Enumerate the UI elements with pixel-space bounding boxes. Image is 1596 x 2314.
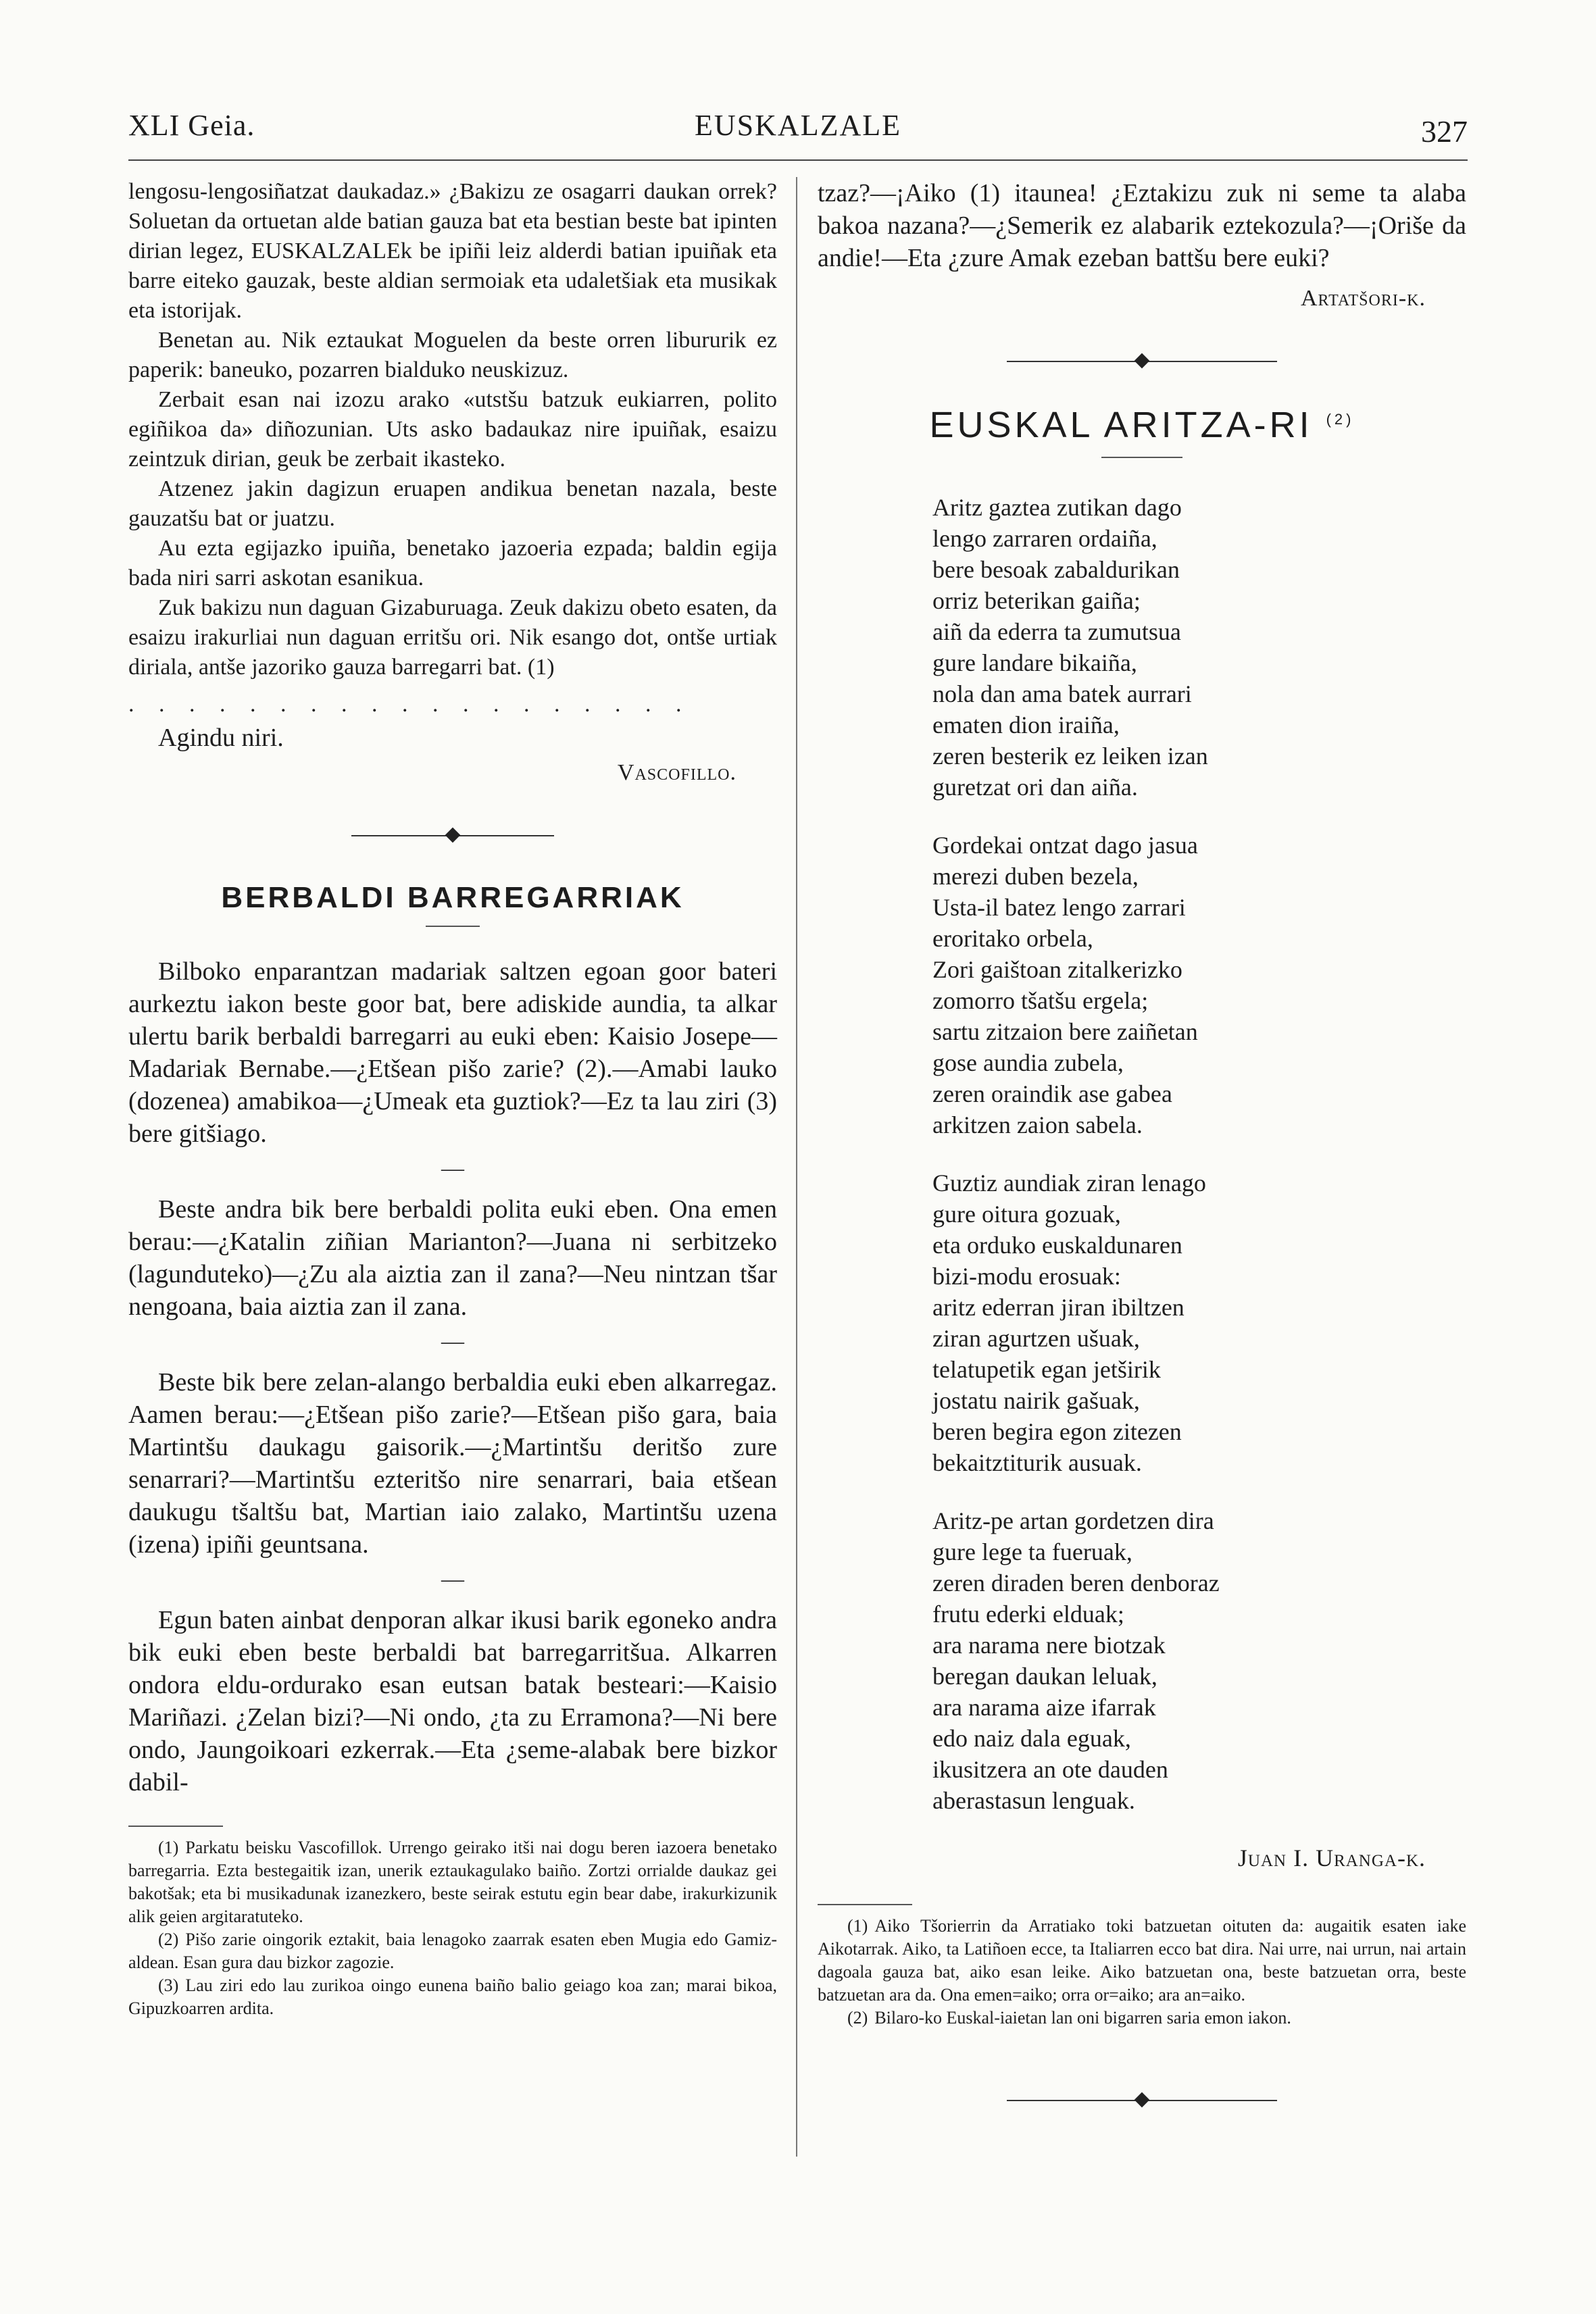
- page-number: 327: [1421, 114, 1468, 149]
- ornament-divider: [1007, 2090, 1277, 2111]
- footnotes-left: [128, 1836, 777, 2020]
- ornament-divider: [351, 826, 554, 846]
- header-rule: [128, 159, 1468, 161]
- signature-artatsori: Artatšori-k.: [1300, 286, 1426, 311]
- left-column: [128, 177, 777, 2020]
- intro-paragraph: Atzenez jakin dagizun eruapen andikua benetan nazala, beste gauzatšu bat or juatzu.: [128, 476, 777, 531]
- poem-stanza: Guztiz aundiak ziran lenago gure oitura gozuak, eta orduko euskaldunaren bizi-modu erosuak: aritz ederran jiran ibiltzen ziran agurtzen ušuak, telatupetik egan jetširik jostatu nairik gašuak, beren begira egon zitezen bekaitztiturik ausuak.: [932, 1169, 1206, 1476]
- footnote: (1) Aiko Tšorierrin da Arratiako toki batzuetan oituten da: augaitik esaten iake Aikotarrak. Aiko, ta Latiñoen ecce, ta Italiarren ecco bat dira. Nai urre, nai urrun, nai artain dagoala gauza bat, aiko esan leike. Aiko batzuetan ona, beste batzuetan orra, beste batzuetan ara da. Ona emen=aiko; orra or=aiko; ara an=aiko.: [818, 1916, 1466, 2005]
- poem-title-footnote-mark: (2): [1326, 411, 1355, 428]
- signature-uranga: Juan I. Uranga-k.: [1237, 1844, 1426, 1871]
- separator-dash: —: [441, 1156, 464, 1181]
- title-underline: [1101, 457, 1182, 458]
- intro-paragraph: Zuk bakizu nun daguan Gizaburuaga. Zeuk dakizu obeto esaten, da esaizu irakurliai nun daguan erritšu ori. Nik esango dot, ontše urtiak diriala, antše jazoriko gauza barregarri bat. (1): [128, 595, 777, 680]
- signature-vascofillo: Vascofillo.: [617, 760, 737, 785]
- closing-line: Agindu niri.: [158, 724, 284, 752]
- issue-number: XLI Geia.: [128, 109, 255, 142]
- intro-paragraph: lengosu-lengosiñatzat daukadaz.» ¿Bakizu ze osagarri daukan orrek? Soluetan da ortuetan alde batian gauza bat eta bestian beste bat ipinten dirian legez, EUSKALZALEk be ipiñi leiz alderdi batian ipuiñak eta barre eiteko gauzak, beste aldian sermoiak eta udaletšiak eta musikak eta istorijak.: [128, 179, 777, 323]
- intro-paragraph: Zerbait esan nai izozu arako «utstšu batzuk eukiarren, polito egiñikoa da» diñozunian. Uts asko badaukaz nire ipuiñak, esaizu zeintzuk dirian, geuk be zerbait ikasteko.: [128, 387, 777, 472]
- footnote: (2) Pišo zarie oingorik eztakit, baia lenagoko zaarrak esaten eben Mugia edo Gamiz-aldean. Esan gura dau bizkor zagozie.: [128, 1930, 777, 1972]
- title-underline: [426, 926, 480, 927]
- right-column: [818, 177, 1466, 2111]
- separator-dash: —: [441, 1567, 464, 1592]
- section-title: BERBALDI BARREGARRIAK: [221, 881, 684, 914]
- separator-dash: —: [441, 1329, 464, 1354]
- diamond-ornament-icon: [1134, 2092, 1150, 2108]
- footnote-rule: [818, 1904, 912, 1905]
- continuation-paragraph: tzaz?—¡Aiko (1) itaunea! ¿Eztakizu zuk ni seme ta alaba bakoa nazana?—¿Semerik ez alabarik eztekozula?—¡Oriše da andie!—Eta ¿zure Amak ezeban battšu bere euki?: [818, 179, 1466, 272]
- ornament-divider: [1007, 351, 1277, 372]
- poem-stanza: Gordekai ontzat dago jasua merezi duben bezela, Usta-il batez lengo zarrari eroritako orbela, Zori gaištoan zitalkerizko zomorro tšatšu ergela; sartu zitzaion bere zaiñetan gose aundia zubela, zeren oraindik ase gabea arkitzen zaion sabela.: [932, 832, 1198, 1138]
- footnote: (2) Bilaro-ko Euskal-iaietan lan oni bigarren saria emon iakon.: [847, 2008, 1291, 2028]
- poem-stanza: Aritz gaztea zutikan dago lengo zarraren ordaiña, bere besoak zabaldurikan orriz beterikan gaiña; aiñ da ederra ta zumutsua gure landare bikaiña, nola dan ama batek aurrari ematen dion iraiña, zeren besterik ez leiken izan guretzat ori dan aiña.: [932, 494, 1208, 801]
- diamond-ornament-icon: [445, 828, 461, 843]
- poem-title: EUSKAL ARITZA-RI $^{(2)}$: [929, 405, 1355, 445]
- footnotes-right: [818, 1915, 1466, 2030]
- footnote: (3) Lau ziri edo lau zurikoa oingo eunena baiño balio geiago koa zan; marai bikoa, Gipuzkoarren ardita.: [128, 1976, 777, 2018]
- section-paragraph: Bilboko enparantzan madariak saltzen egoan goor bateri aurkeztu iakon beste goor bat, bere adiskide aundia, ta alkar ulertu barik berbaldi barregarri au euki eben: Kaisio Josepe—Madariak Bernabe.—¿Etšean pišo zarie? (2).—Amabi lauko (dozenea) amabikoa—¿Umeak eta guztiok?—Ez ta lau ziri (3) bere gitšiago.: [128, 957, 777, 1148]
- footnote-rule: [128, 1826, 223, 1827]
- publication-title: EUSKALZALE: [695, 109, 901, 142]
- ellipsis-dots: . . . . . . . . . . . . . . . . . . .: [128, 692, 691, 717]
- intro-paragraph: Au ezta egijazko ipuiña, benetako jazoeria ezpada; baldin egija bada niri sarri askotan esanikua.: [128, 536, 777, 590]
- section-paragraph: Egun baten ainbat denporan alkar ikusi barik egoneko andra bik euki eben beste berbaldi bat barregarritšua. Alkarren ondora eldu-ordurako esan eutsan batak besteari:—Kaisio Mariñazi. ¿Zelan bizi?—Ni ondo, ¿ta zu Erramona?—Ni bere ondo, Jaungoikoari ezkerrak.—Eta ¿seme-alabak bere bizkor dabil-: [128, 1606, 777, 1796]
- column-divider: [796, 177, 797, 2157]
- poem-stanza: Aritz-pe artan gordetzen dira gure lege ta fueruak, zeren diraden beren denboraz frutu ederki elduak; ara narama nere biotzak beregan daukan leluak, ara narama aize ifarrak edo naiz dala eguak, ikusitzera an ote dauden aberastasun lenguak.: [932, 1507, 1220, 1814]
- intro-paragraph: Benetan au. Nik eztaukat Moguelen da beste orren libururik ez paperik: baneuko, pozarren bialduko neuskizuz.: [128, 328, 777, 382]
- footnote: (1) Parkatu beisku Vascofillok. Urrengo geirako itši nai dogu beren iazoera benetako barregarria. Ezta bestegaitik izan, unerik eztaukagulako baiño. Zortzi orrialde daukaz gei bakotšak; eta bi musikadunak izanezkero, beste seirak estutu egin bear dabe, irakurkizunik alik geien argitaratuteko.: [128, 1838, 777, 1926]
- running-head: [128, 108, 1468, 155]
- section-paragraph: Beste bik bere zelan-alango berbaldia euki eben alkarregaz. Aamen berau:—¿Etšean pišo zarie?—Etšean pišo gara, baia Martintšu daukagu gaisorik.—¿Martintšu deritšo zure senarrari?—Martintšu ezteritšo nire senarrari, baia etšean daukugu tšaltšu bat, Martian iaio zalako, Martintšu uzena (izena) ipiñi geuntsana.: [128, 1368, 777, 1559]
- section-paragraph: Beste andra bik bere berbaldi polita euki eben. Ona emen berau:—¿Katalin ziñian Marianton?—Juana ni serbitzeko (lagunduteko)—¿Zu ala aiztia zan il zana?—Neu nintzan tšar nengoana, baia aiztia zan il zana.: [128, 1195, 777, 1321]
- diamond-ornament-icon: [1134, 353, 1150, 369]
